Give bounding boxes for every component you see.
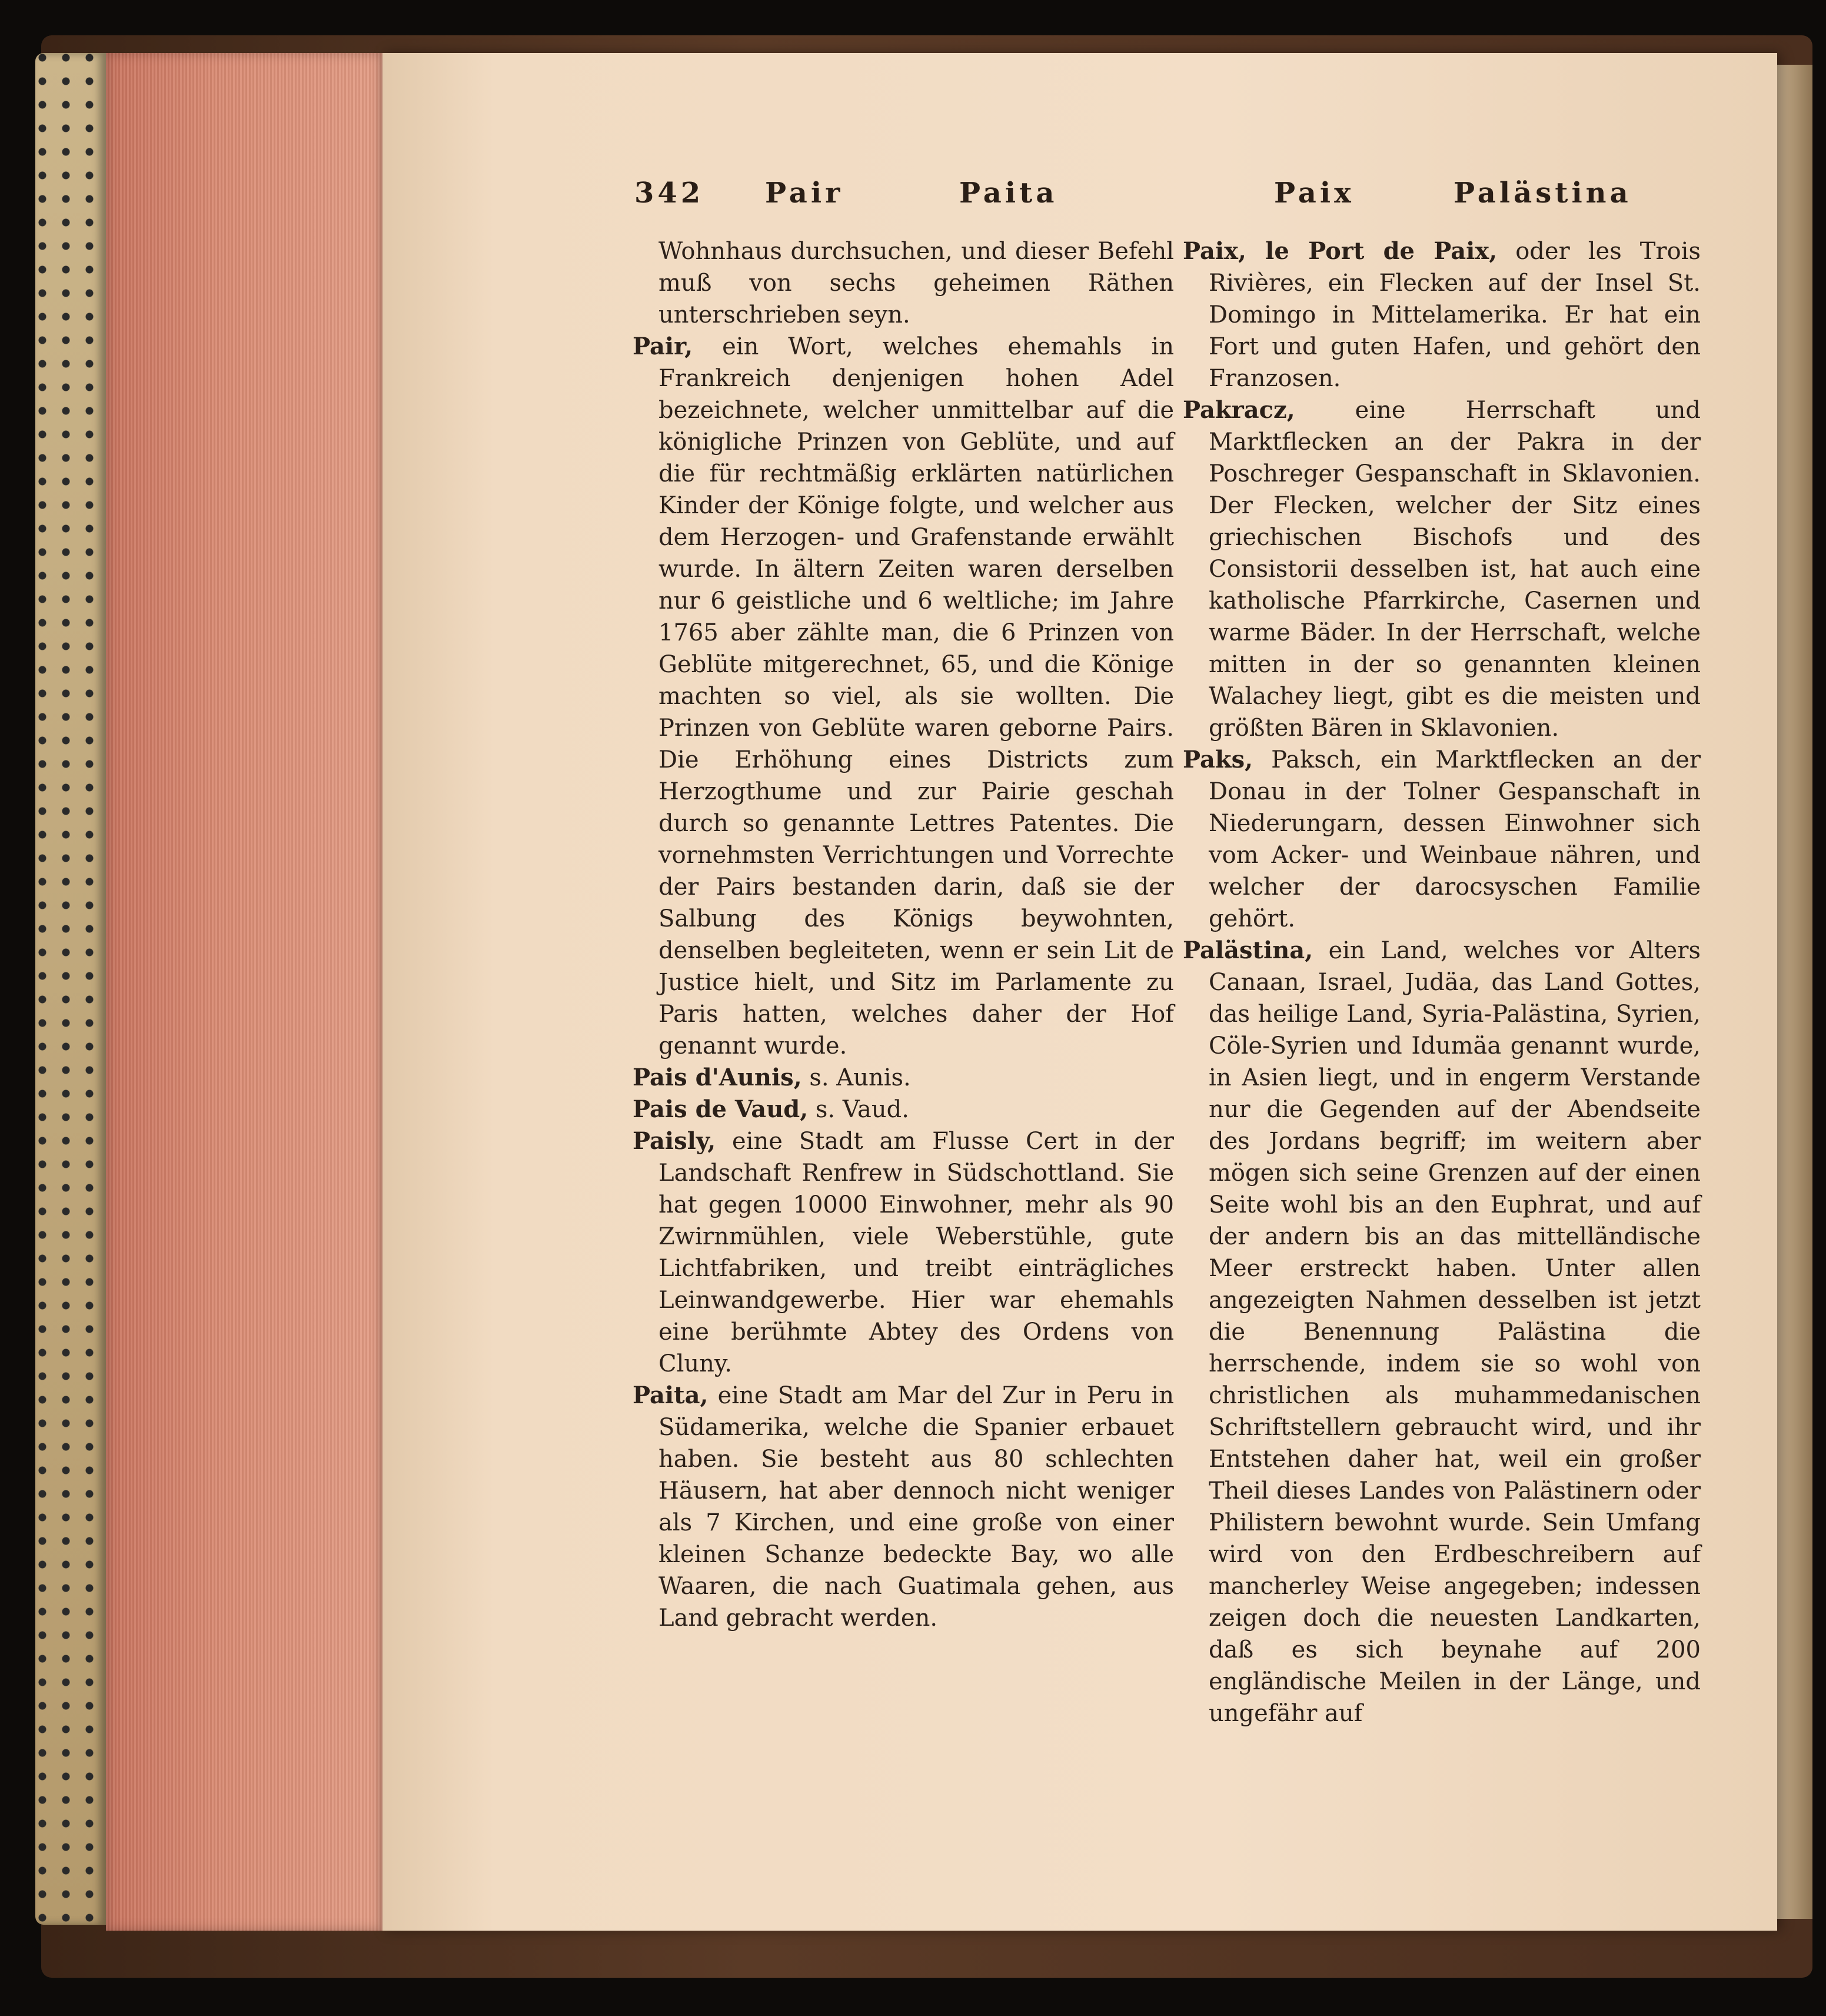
entry-text: ein Land, welches vor Alters Canaan, Israel, Judäa, das Land Gottes, das heilige Land, Syria-Palästina, Syrien, Cöle-Syrien und Idumäa genannt wurde, in Asien liegt, und in engerm Verstande nur die Gegenden auf der Abendseite des Jordans begriff; im weitern aber mögen sich seine Grenzen auf der einen Seite wohl bis an den Euphrat, und auf der andern bis an das mittelländische Meer erstreckt haben. Unter allen angezeigten Nahmen desselben ist jetzt die Benennung Palästina die herrschende, indem sie so wohl von christlichen als muhammedanischen Schriftstellern gebraucht wird, und ihr Entstehen daher hat, weil ein großer Theil dieses Landes von Palästinern oder Philistern bewohnt wurde. Sein Umfang wird von den Erdbeschreibern auf mancherley Weise angegeben; indessen zeigen doch die neuesten Landkarten, daß es sich beynahe auf 200 engländische Meilen in der Länge, und ungefähr auf — [1209, 937, 1701, 1727]
left-column — [633, 235, 1174, 1634]
dictionary-entry — [1183, 744, 1701, 935]
entry-headword: Pais d'Aunis, — [633, 1064, 802, 1091]
entry-headword: Pakracz, — [1183, 396, 1295, 424]
dictionary-entry — [633, 235, 1174, 331]
dictionary-entry — [633, 331, 1174, 1062]
running-header — [0, 177, 1826, 230]
entry-headword: Paks, — [1183, 746, 1253, 773]
entry-text: eine Herrschaft und Marktflecken an der Pakra in der Poschreger Gespanschaft in Sklavonien. Der Flecken, welcher der Sitz eines griechischen Bischofs und des Consistorii desselben ist, hat auch eine katholische Pfarrkirche, Casernen und warme Bäder. In der Herrschaft, welche mitten in der so genannten kleinen Walachey liegt, gibt es die meisten und größten Bären in Sklavonien. — [1209, 397, 1701, 742]
header-left-word-1: Pair — [765, 177, 844, 210]
entry-headword: Paix, le Port de Paix, — [1183, 237, 1498, 265]
entry-text: eine Stadt am Mar del Zur in Peru in Südamerika, welche die Spanier erbauet haben. Sie besteht aus 80 schlechten Häusern, hat aber dennoch nicht weniger als 7 Kirchen, und eine große von einer kleinen Schanze bedeckte Bay, wo alle Waaren, die nach Guatimala gehen, aus Land gebracht werden. — [658, 1382, 1174, 1632]
entry-headword: Palästina, — [1183, 936, 1313, 964]
entry-text: eine Stadt am Flusse Cert in der Landschaft Renfrew in Südschottland. Sie hat gegen 10000 Einwohner, mehr als 90 Zwirnmühlen, viele Weberstühle, gute Lichtfabriken, und treibt einträgliches Leinwandgewerbe. Hier war ehemahls eine berühmte Abtey des Ordens von Cluny. — [658, 1128, 1174, 1377]
entry-headword: Paita, — [633, 1381, 709, 1409]
entry-headword: Pair, — [633, 333, 693, 360]
entry-text: oder les Trois Rivières, ein Flecken auf der Insel St. Domingo in Mittelamerika. Er hat ein Fort und guten Hafen, und gehört den Franzosen. — [1209, 238, 1701, 392]
entry-headword: Paisly, — [633, 1127, 716, 1155]
entry-text: Paksch, ein Marktflecken an der Donau in der Tolner Gespanschaft in Niederungarn, dessen Einwohner sich vom Acker- und Weinbaue nähren, und welcher der darocsyschen Familie gehört. — [1209, 746, 1701, 932]
entry-headword: Pais de Vaud, — [633, 1095, 809, 1123]
dictionary-entry — [633, 1094, 1174, 1125]
page-number: 342 — [634, 177, 704, 210]
dictionary-entry — [1183, 235, 1701, 394]
entry-text: Wohnhaus durchsuchen, und dieser Befehl muß von sechs geheimen Räthen unterschrieben seyn. — [658, 238, 1174, 328]
page-edges — [106, 53, 383, 1931]
dictionary-entry — [1183, 394, 1701, 744]
header-left-word-2: Paita — [959, 177, 1058, 210]
header-right-word-2: Palästina — [1454, 177, 1632, 210]
header-right-word-1: Paix — [1274, 177, 1355, 210]
right-column — [1183, 235, 1701, 1729]
book-spine — [35, 53, 106, 1925]
dictionary-entry — [633, 1125, 1174, 1380]
dictionary-entry — [1183, 935, 1701, 1729]
entry-text: ein Wort, welches ehemahls in Frankreich denjenigen hohen Adel bezeichnete, welcher unmittelbar auf die königliche Prinzen von Geblüte, und auf die für rechtmäßig erklärten natürlichen Kinder der Könige folgte, und welcher aus dem Herzogen- und Grafenstande erwählt wurde. In ältern Zeiten waren derselben nur 6 geistliche und 6 weltliche; im Jahre 1765 aber zählte man, die 6 Prinzen von Geblüte mitgerechnet, 65, und die Könige machten so viel, als sie wollten. Die Prinzen von Geblüte waren geborne Pairs. Die Erhöhung eines Districts zum Herzogthume und zur Pairie geschah durch so genannte Lettres Patentes. Die vornehmsten Verrichtungen und Vorrechte der Pairs bestanden darin, daß sie der Salbung des Königs beywohnten, denselben begleiteten, wenn er sein Lit de Justice hielt, und Sitz im Parlamente zu Paris hatten, welches daher der Hof genannt wurde. — [658, 333, 1174, 1060]
dictionary-entry — [633, 1380, 1174, 1634]
entry-text: s. Aunis. — [801, 1064, 911, 1091]
facing-page-edge — [1777, 65, 1812, 1919]
dictionary-entry — [633, 1062, 1174, 1094]
entry-text: s. Vaud. — [808, 1096, 909, 1123]
